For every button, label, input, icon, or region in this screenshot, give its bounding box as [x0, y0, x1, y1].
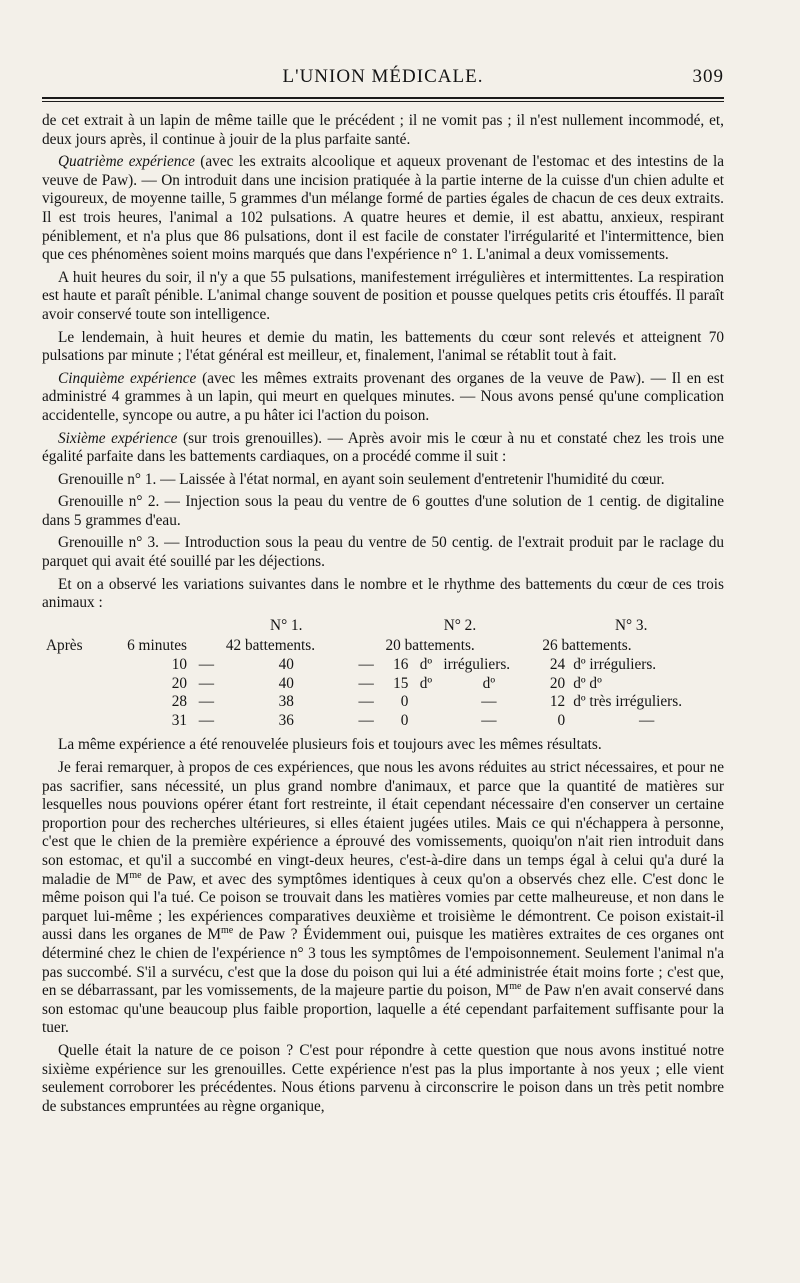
paragraph-discussion: [42, 759, 724, 1038]
paragraph: Quelle était la nature de ce poison ? C'est pour répondre à cette question que nous avons institué notre sixième expérience sur les grenouilles. Cette expérience n'est pas la plus importante à nos yeux ; elle vient seulement corroborer les précédentes. Nous étions parvenu à circonscrire le poison dans un très petit nombre de substances empruntées au règne organique,: [42, 1041, 724, 1115]
table-cell: dº irréguliers.: [573, 656, 657, 674]
table-cell: 36: [278, 711, 294, 729]
paragraph-frog-3: Grenouille n° 3. — Introduction sous la peau du ventre de 50 centig. de l'extrait produit par le raclage du parquet qui avait été souillé par les déjections.: [42, 534, 724, 571]
table-header-row: [42, 617, 724, 638]
paragraph-text: (avec les extraits alcoolique et aqueux provenant de l'estomac et des intestins de la veuve de Paw). — On introduit dans une incision pratiquée à la partie interne de la cuisse d'un chien adulte et vigoureux, de moyenne taille, 5 grammes d'un mélange formé de parties égales de chacun de ces deux extraits. Il est trois heures, l'animal a 102 pulsations. A quatre heures et demie, il est abattu, anxieux, respirant péniblement, et n'a plus que 86 pulsations, dont il est facile de constater l'irrégularité et l'intermittence, bien que ces phénomènes soient moins marqués que dans l'expérience n° 1. L'animal a deux vomissements.: [42, 153, 725, 264]
paragraph: Et on a observé les variations suivantes dans le nombre et le rhythme des battements du cœur de ces trois animaux :: [42, 575, 724, 612]
table-cell: dº: [419, 674, 433, 692]
paragraph-frog-2: Grenouille n° 2. — Injection sous la peau du ventre de 6 gouttes d'une solution de 1 centig. de digitaline dans 5 grammes d'eau.: [42, 493, 724, 529]
table-cell: —: [358, 711, 374, 729]
table-cell: 42 battements.: [225, 637, 316, 655]
paragraph-text: de Paw n'en avait conservé dans son estomac qu'une beaucoup plus faible proportion, laquelle a été cependant parfaitement suffisante pour la tuer.: [42, 982, 724, 1037]
table-row: [42, 712, 724, 731]
table-cell: Après: [46, 637, 83, 655]
table-cell: irréguliers.: [443, 656, 511, 674]
table-cell: 20 battements.: [385, 637, 475, 655]
table-cell: —: [481, 693, 497, 711]
header-rule-thin: [42, 101, 724, 102]
superscript: me: [509, 981, 522, 993]
table-cell: 38: [278, 693, 294, 711]
table-cell: dº: [482, 674, 496, 692]
superscript: me: [220, 925, 234, 937]
table-cell: 40: [278, 656, 294, 674]
paragraph-experience-5: [42, 370, 724, 426]
table-row: [42, 693, 724, 712]
column-header: N° 1.: [270, 616, 303, 634]
table-cell: —: [198, 711, 215, 729]
table-cell: —: [198, 693, 215, 711]
paragraph-text: Je ferai remarquer, à propos de ces expériences, que nous les avons réduites au strict nécessaires, et pour ne pas sacrifier, sans nécessité, un plus grand nombre d'animaux, et parce que la quantité de matières sur lesquelles nous pouvions opérer étant fort restreinte, il était cependant nécessaire d'en conserver un certaine proportion pour des recherches ultérieures, si elles étaient jugées utiles. Mais ce qui n'échappera à personne, c'est que le chien de la première expérience a éprouvé des vomissements, quoiqu'on n'ait rien introduit dans son estomac, et qu'il a succombé en vingt-deux heures, c'est-à-dire dans un temps égal à celui qu'a duré la maladie de M: [42, 759, 724, 888]
table-cell: dº dº: [573, 674, 602, 692]
header-rule: [42, 97, 724, 99]
paragraph-text: (sur trois grenouilles). — Après avoir mis le cœur à nu et constaté chez les trois une égalité parfaite dans les battements cardiaques, on a procédé comme il suit :: [42, 429, 725, 466]
table-cell: —: [198, 674, 215, 692]
table-cell: 40: [278, 674, 294, 692]
paragraph-text: de Paw, et avec des symptômes identiques à ceux qu'on a observés chez elle. C'est donc le même poison qui l'a tué. Ce poison se trouvait dans les matières vomies par cette malheureuse, et non dans le parquet lui-même ; les expériences comparatives deuxième et troisième le démontrent. Ce poison existait-il aussi dans les organes de M: [42, 870, 724, 944]
table-cell: 10: [171, 656, 187, 674]
table-row: [42, 656, 724, 675]
table-cell: —: [358, 656, 374, 674]
table-cell: 0: [400, 693, 409, 711]
paragraph-continuation: de cet extrait à un lapin de même taille que le précédent ; il ne vomit pas ; il n'est nullement incommodé, et, deux jours après, il continue à jouir de la plus parfaite santé.: [42, 112, 724, 148]
experience-title: Cinquième expérience: [58, 369, 197, 387]
table-cell: —: [481, 711, 497, 729]
table-cell: 15: [393, 674, 409, 692]
table-cell: 12: [549, 693, 566, 711]
paragraph-frog-1: Grenouille n° 1. — Laissée à l'état normal, en ayant soin seulement d'entretenir l'humidité du cœur.: [58, 470, 665, 488]
table-cell: —: [638, 711, 655, 729]
table-cell: 0: [400, 711, 409, 729]
table-cell: 6 minutes: [127, 637, 187, 655]
table-row: [42, 637, 724, 656]
superscript: me: [129, 869, 142, 881]
table-cell: 31: [171, 711, 187, 729]
paragraph-text: (avec les mêmes extraits provenant des organes de la veuve de Paw). — Il en est administré 4 grammes à un lapin, qui meurt en quelques minutes. — Nous avons pensé qu'une complication accidentelle, syncope ou autre, a pu hâter ici l'action du poison.: [42, 369, 725, 424]
paragraph-experience-4: [42, 153, 724, 265]
paragraph: A huit heures du soir, il n'y a que 55 pulsations, manifestement irrégulières et intermittentes. La respiration est haute et paraît pénible. L'animal change souvent de position et pousse quelques petits cris étouffés. Il paraît avoir conservé toute son intelligence.: [42, 268, 724, 323]
column-header: N° 2.: [443, 616, 477, 634]
paragraph-text: de Paw ? Évidemment oui, puisque les matières extraites de ces organes ont déterminé chez le chien de l'expérience n° 3 tous les symptômes de l'empoisonnement. Seulement l'animal n'a pas succombé. S'il a survécu, c'est que la dose du poison qui lui a été administrée était moins forte ; c'est que, en se débarrassant, par les vomissements, de la majeure partie du poison, M: [42, 926, 724, 1000]
running-title: L'UNION MÉDICALE.: [282, 66, 484, 87]
experience-title: Quatrième expérience: [58, 153, 195, 171]
body-text: [42, 112, 724, 1120]
running-header: [42, 66, 724, 96]
table-cell: 28: [171, 693, 187, 711]
table-row: [42, 675, 724, 694]
heartbeat-table: [42, 617, 724, 731]
table-cell: 16: [393, 656, 409, 674]
table-cell: 20: [549, 674, 566, 692]
paragraph: Le lendemain, à huit heures et demie du matin, les battements du cœur sont relevés et atteignent 70 pulsations par minute ; l'état général est meilleur, et, finalement, l'animal se rétablit tout à fait.: [42, 328, 724, 365]
paragraph-experience-6: [42, 430, 724, 467]
paragraph: La même expérience a été renouvelée plusieurs fois et toujours avec les mêmes résultats.: [58, 736, 602, 754]
table-cell: —: [198, 656, 215, 674]
table-cell: 0: [557, 711, 566, 729]
table-cell: 26 battements.: [542, 637, 632, 655]
table-cell: dº très irréguliers.: [573, 693, 683, 711]
table-cell: 24: [549, 656, 566, 674]
table-cell: 20: [171, 674, 187, 692]
table-cell: —: [358, 674, 374, 692]
page-number: 309: [692, 66, 724, 87]
column-header: N° 3.: [614, 616, 648, 634]
table-cell: dº: [419, 656, 433, 674]
experience-title: Sixième expérience: [58, 429, 178, 447]
table-cell: —: [358, 693, 374, 711]
